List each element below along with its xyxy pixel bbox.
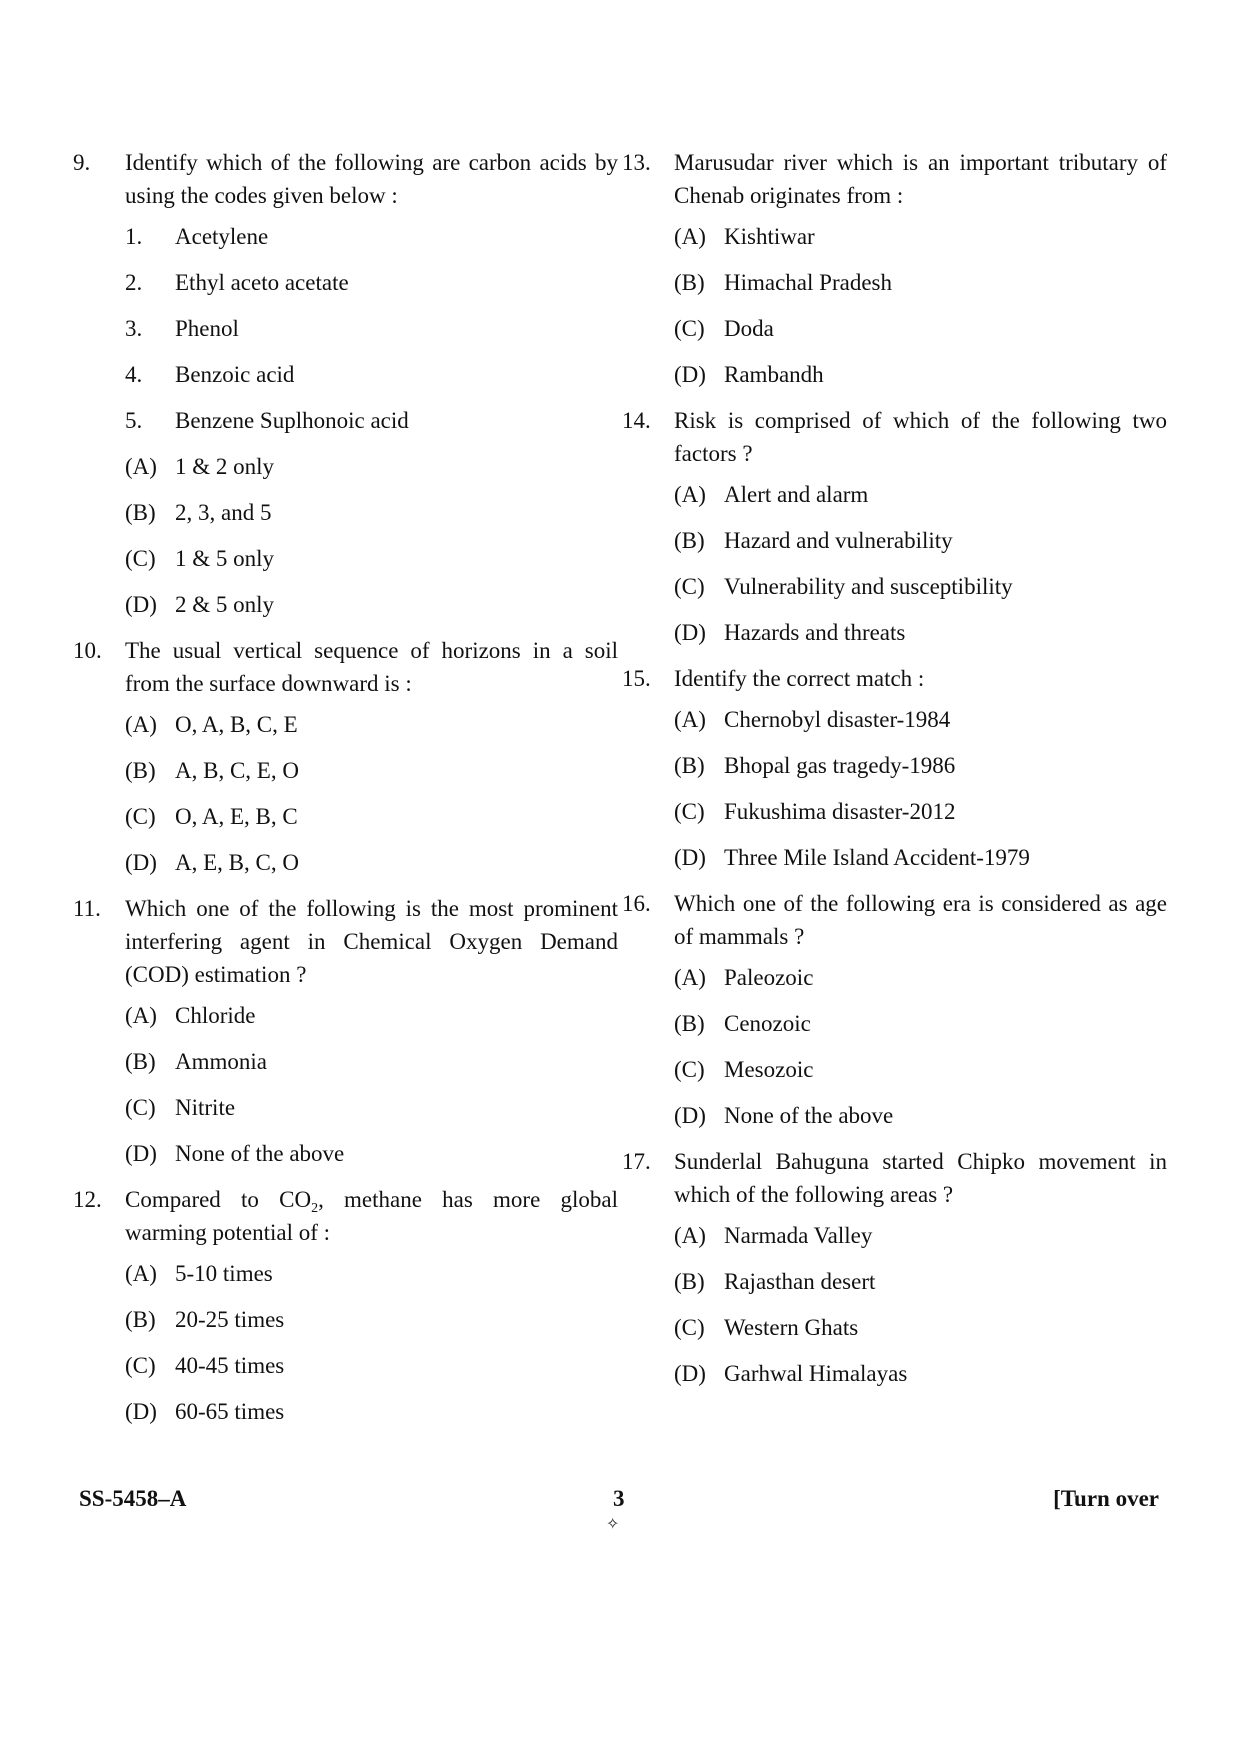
question-15	[622, 662, 1167, 874]
question-text: Marusudar river which is an important tributary of Chenab originates from :	[674, 150, 1167, 208]
question-number: 11.	[73, 896, 101, 921]
question-number: 16.	[622, 891, 651, 916]
option-d: (D) Hazards and threats	[674, 620, 906, 645]
option-a: (A) Chloride	[125, 1003, 256, 1028]
option-a: (A) Narmada Valley	[674, 1223, 873, 1248]
list-item: 1. Acetylene	[125, 224, 269, 249]
question-text: Compared to $CO_2$, methane has more global warming potential of :	[125, 1187, 618, 1245]
option-c: (C) Doda	[674, 316, 774, 341]
option-a: (A) O, A, B, C, E	[125, 712, 298, 737]
option-c: (C) 1 & 5 only	[125, 546, 275, 571]
left-column	[73, 146, 618, 1441]
page-number: 3	[613, 1486, 625, 1511]
question-number: 15.	[622, 666, 651, 691]
option-b: (B) A, B, C, E, O	[125, 758, 299, 783]
option-b: (B) 2, 3, and 5	[125, 500, 272, 525]
question-number: 9.	[73, 150, 91, 175]
option-a: (A) Chernobyl disaster-1984	[674, 707, 951, 732]
option-a: (A) 1 & 2 only	[125, 454, 275, 479]
option-d: (D) None of the above	[674, 1103, 894, 1128]
question-17	[622, 1145, 1167, 1390]
option-d: (D) Garhwal Himalayas	[674, 1361, 908, 1386]
question-text: The usual vertical sequence of horizons in a soil from the surface downward is :	[125, 638, 618, 696]
option-c: (C) Vulnerability and susceptibility	[674, 574, 1013, 599]
option-c: (C) Fukushima disaster-2012	[674, 799, 956, 824]
option-b: (B) 20-25 times	[125, 1307, 285, 1332]
question-9	[73, 146, 618, 621]
option-b: (B) Hazard and vulnerability	[674, 528, 953, 553]
option-c: (C) O, A, E, B, C	[125, 804, 298, 829]
question-13	[622, 146, 1167, 391]
question-12	[73, 1183, 618, 1428]
question-number: 10.	[73, 638, 102, 663]
question-text: Sunderlal Bahuguna started Chipko movement in which of the following areas ?	[674, 1149, 1167, 1207]
option-d: (D) Three Mile Island Accident-1979	[674, 845, 1030, 870]
option-d: (D) Rambandh	[674, 362, 824, 387]
star-ornament-icon: ✧	[606, 1516, 620, 1533]
option-a: (A) Paleozoic	[674, 965, 814, 990]
list-item: 5. Benzene Suplhonoic acid	[125, 408, 409, 433]
option-b: (B) Bhopal gas tragedy-1986	[674, 753, 956, 778]
option-c: (C) Mesozoic	[674, 1057, 814, 1082]
question-text: Identify the correct match :	[674, 666, 925, 691]
question-11	[73, 892, 618, 1170]
option-d: (D) None of the above	[125, 1141, 345, 1166]
question-text: Risk is comprised of which of the following two factors ?	[674, 408, 1167, 466]
question-10	[73, 634, 618, 879]
question-text: Which one of the following is the most prominent interfering agent in Chemical Oxygen Demand (COD) estimation ?	[125, 896, 618, 987]
question-text: Which one of the following era is considered as age of mammals ?	[674, 891, 1167, 949]
question-16	[622, 887, 1167, 1132]
option-a: (A) 5-10 times	[125, 1261, 273, 1286]
question-number: 13.	[622, 150, 651, 175]
option-c: (C) 40-45 times	[125, 1353, 285, 1378]
option-c: (C) Nitrite	[125, 1095, 236, 1120]
option-a: (A) Kishtiwar	[674, 224, 815, 249]
option-d: (D) A, E, B, C, O	[125, 850, 299, 875]
option-b: (B) Ammonia	[125, 1049, 267, 1074]
question-number: 12.	[73, 1187, 102, 1212]
right-column	[622, 146, 1167, 1403]
question-text: Identify which of the following are carbon acids by using the codes given below :	[125, 150, 618, 208]
question-number: 17.	[622, 1149, 651, 1174]
question-number: 14.	[622, 408, 651, 433]
list-item: 3. Phenol	[125, 316, 239, 341]
option-b: (B) Himachal Pradesh	[674, 270, 892, 295]
option-a: (A) Alert and alarm	[674, 482, 869, 507]
option-c: (C) Western Ghats	[674, 1315, 859, 1340]
option-b: (B) Rajasthan desert	[674, 1269, 876, 1294]
option-d: (D) 2 & 5 only	[125, 592, 275, 617]
list-item: 2. Ethyl aceto acetate	[125, 270, 349, 295]
question-14	[622, 404, 1167, 649]
option-b: (B) Cenozoic	[674, 1011, 811, 1036]
option-d: (D) 60-65 times	[125, 1399, 285, 1424]
paper-code: SS-5458–A	[79, 1486, 187, 1511]
turn-over-label: [Turn over	[1053, 1486, 1159, 1511]
list-item: 4. Benzoic acid	[125, 362, 295, 387]
